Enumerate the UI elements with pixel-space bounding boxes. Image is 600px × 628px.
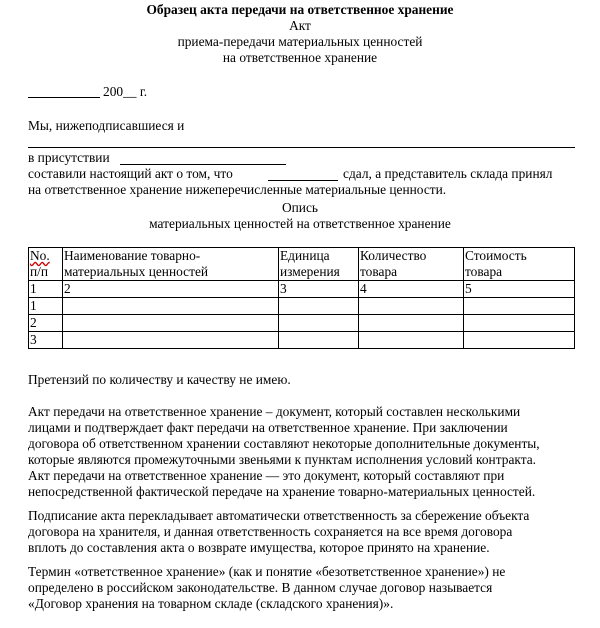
table-cell bbox=[279, 315, 359, 332]
date-year: 200__ г. bbox=[103, 84, 148, 99]
act-subtitle-2: на ответственное хранение bbox=[222, 50, 378, 65]
table-cell: 4 bbox=[359, 281, 464, 298]
table-cell: 1 bbox=[29, 281, 63, 298]
paragraph-line: которые являются промежуточными звеньями к пунктам исполнения условий контракта. bbox=[28, 452, 537, 467]
table-cell bbox=[359, 332, 464, 349]
signatories-blank-line bbox=[28, 147, 575, 148]
act-subtitle-1: приема-передачи материальных ценностей bbox=[177, 34, 423, 49]
header-quantity-line1: Количество bbox=[360, 248, 427, 263]
table-cell: 2 bbox=[63, 281, 279, 298]
table-header-row bbox=[29, 248, 575, 281]
act-statement-start: составили настоящий акт о том, что bbox=[28, 166, 233, 181]
table-cell: 3 bbox=[279, 281, 359, 298]
act-heading: Акт bbox=[289, 18, 311, 33]
header-name-line2: материальных ценностей bbox=[64, 264, 209, 279]
inventory-title: Опись bbox=[281, 200, 319, 215]
paragraph-line: Акт передачи на ответственное хранение – документ, который составлен несколькими bbox=[28, 404, 521, 419]
document-title: Образец акта передачи на ответственное хранение bbox=[146, 2, 454, 17]
table-row bbox=[29, 281, 575, 298]
paragraph-line: определено в российском законодательстве. В данном случае договор называется bbox=[28, 580, 493, 595]
header-quantity-line2: товара bbox=[360, 264, 398, 279]
table-row bbox=[29, 315, 575, 332]
date-blank-line bbox=[28, 97, 100, 98]
table-cell: 1 bbox=[29, 298, 63, 315]
table-cell bbox=[464, 332, 575, 349]
table-cell bbox=[464, 298, 575, 315]
paragraph-line: Подписание акта перекладывает автоматически ответственность за сбережение объекта bbox=[28, 508, 530, 523]
table-row bbox=[29, 332, 575, 349]
surrender-blank-line bbox=[268, 180, 338, 181]
inventory-subtitle: материальных ценностей на ответственное хранение bbox=[149, 216, 451, 231]
header-unit-line1: Единица bbox=[280, 248, 330, 263]
table-cell bbox=[63, 332, 279, 349]
table-cell: 3 bbox=[29, 332, 63, 349]
table-cell bbox=[279, 298, 359, 315]
paragraph-line: договора об ответственном хранении составляют некоторые дополнительные документы, bbox=[28, 436, 540, 451]
table-cell: 5 bbox=[464, 281, 575, 298]
act-statement-line2: на ответственное хранение нижеперечисленные материальные ценности. bbox=[28, 182, 447, 197]
table-cell: 2 bbox=[29, 315, 63, 332]
paragraph-term bbox=[28, 564, 600, 612]
header-cell-cost bbox=[464, 248, 575, 281]
header-cell-quantity bbox=[359, 248, 464, 281]
presence-text: в присутствии bbox=[28, 150, 110, 165]
table-cell bbox=[359, 315, 464, 332]
header-cell-name bbox=[63, 248, 279, 281]
paragraph-line: лицами и подтверждает факт передачи на ответственное хранение. При заключении bbox=[28, 420, 508, 435]
header-unit-line2: измерения bbox=[280, 264, 340, 279]
header-cost-line2: товара bbox=[465, 264, 503, 279]
header-cell-number bbox=[29, 248, 63, 281]
table-row bbox=[29, 298, 575, 315]
paragraph-responsibility bbox=[28, 508, 600, 556]
header-name-line1: Наименование товарно- bbox=[64, 248, 201, 263]
signatories-text: Мы, нижеподписавшиеся и bbox=[28, 118, 185, 133]
table-cell bbox=[359, 298, 464, 315]
paragraph-definition bbox=[28, 404, 600, 500]
presence-blank-line bbox=[120, 164, 286, 165]
header-number-line2: п/п bbox=[30, 264, 49, 279]
header-number-line1: No. bbox=[30, 248, 50, 263]
paragraph-line: Термин «ответственное хранение» (как и понятие «безответственное хранение») не bbox=[28, 564, 506, 579]
table-cell bbox=[63, 315, 279, 332]
header-cell-unit bbox=[279, 248, 359, 281]
table-cell bbox=[279, 332, 359, 349]
act-statement-end: сдал, а представитель склада принял bbox=[343, 166, 553, 181]
paragraph-line: непосредственной фактической передаче на хранение товарно-материальных ценностей. bbox=[28, 484, 536, 499]
table-cell bbox=[63, 298, 279, 315]
paragraph-line: Акт передачи на ответственное хранение — это документ, который составляют при bbox=[28, 468, 505, 483]
header-cost-line1: Стоимость bbox=[465, 248, 527, 263]
paragraph-line: «Договор хранения на товарном складе (складского хранения)». bbox=[28, 596, 394, 611]
paragraph-line: договора на хранителя, и данная ответственность сохраняется на все время договора bbox=[28, 524, 513, 539]
inventory-table bbox=[28, 247, 575, 349]
paragraph-line: вплоть до составления акта о возврате имущества, которое принято на хранение. bbox=[28, 540, 490, 555]
claims-statement: Претензий по количеству и качеству не имею. bbox=[28, 372, 291, 387]
table-cell bbox=[464, 315, 575, 332]
